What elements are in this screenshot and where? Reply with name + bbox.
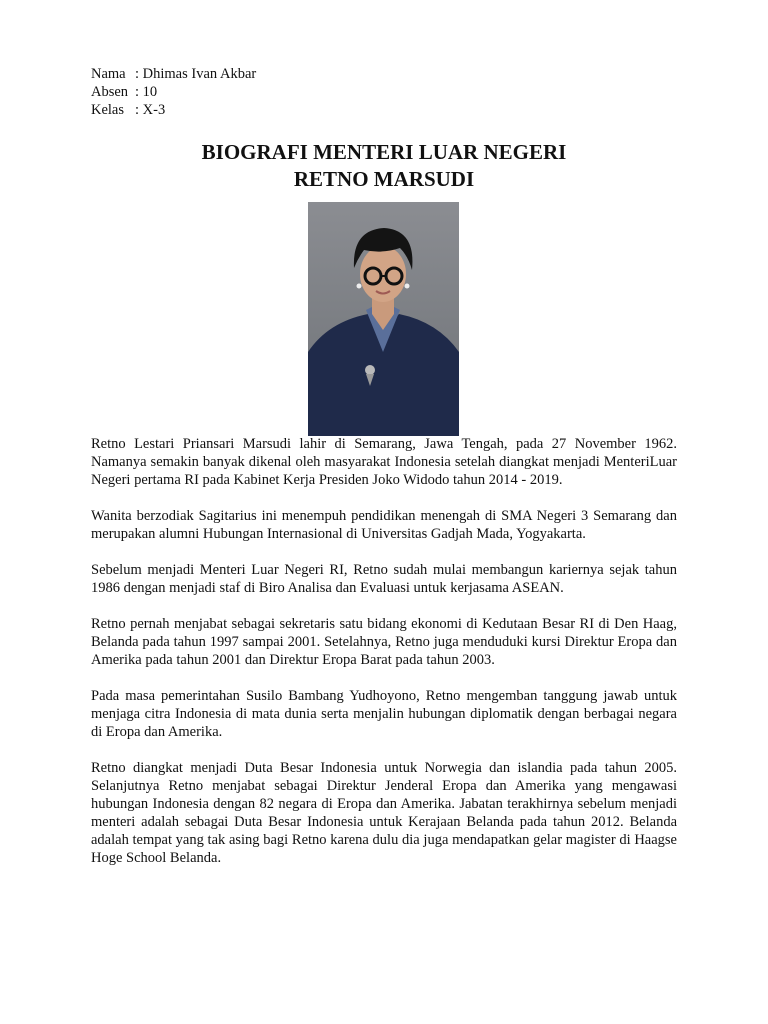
kelas-label: Kelas (91, 102, 125, 118)
portrait-photo (308, 202, 459, 436)
name-label: Nama (91, 66, 126, 82)
portrait-illustration (308, 202, 459, 436)
absen-row (91, 83, 256, 101)
paragraph-4: Retno pernah menjabat sebagai sekretaris satu bidang ekonomi di Kedutaan Besar RI di Den Haag, Belanda pada tahun 1997 sampai 2001. Setelahnya, Retno juga menduduki kursi Direktur Eropa dan Amerika pada tahun 2001 dan Direktur Eropa Barat pada tahun 2003. (91, 616, 677, 668)
paragraph-3: Sebelum menjadi Menteri Luar Negeri RI, Retno sudah mulai membangun kariernya sejak tahun 1986 dengan menjadi staf di Biro Analisa dan Evaluasi untuk kerjasama ASEAN. (91, 562, 677, 596)
biography-text (91, 435, 677, 885)
name-value: : Dhimas Ivan Akbar (135, 66, 257, 82)
absen-label: Absen (91, 84, 129, 100)
absen-value: : 10 (135, 84, 158, 100)
student-info (91, 65, 256, 119)
name-row (91, 65, 256, 83)
title-line-1: BIOGRAFI MENTERI LUAR NEGERI (201, 140, 567, 164)
kelas-value: : X-3 (135, 102, 166, 118)
paragraph-6: Retno diangkat menjadi Duta Besar Indonesia untuk Norwegia dan islandia pada tahun 2005. Selanjutnya Retno menjabat sebagai Direktur Jenderal Eropa dan Amerika yang mengawasi hubungan Indonesia dengan 82 negara di Eropa dan Amerika. Jabatan terakhirnya sebelum menjadi menteri adalah sebagai Duta Besar Indonesia untuk Kerajaan Belanda pada tahun 2012. Belanda adalah tempat yang tak asing bagi Retno karena dulu dia juga mendapatkan gelar magister di Haagse Hoge School Belanda. (91, 760, 677, 866)
kelas-row (91, 101, 256, 119)
title-line-2: RETNO MARSUDI (293, 167, 475, 191)
paragraph-5: Pada masa pemerintahan Susilo Bambang Yudhoyono, Retno mengemban tanggung jawab untuk menjaga citra Indonesia di mata dunia serta menjalin hubungan diplomatik dengan berbagai negara di Eropa dan Amerika. (91, 688, 677, 740)
document-title (0, 139, 768, 193)
paragraph-1: Retno Lestari Priansari Marsudi lahir di Semarang, Jawa Tengah, pada 27 November 1962. Namanya semakin banyak dikenal oleh masyarakat Indonesia setelah diangkat menjadi MenteriLuar Negeri pertama RI pada Kabinet Kerja Presiden Joko Widodo tahun 2014 - 2019. (91, 436, 677, 488)
paragraph-2: Wanita berzodiak Sagitarius ini menempuh pendidikan menengah di SMA Negeri 3 Semarang dan merupakan alumni Hubungan Internasional di Universitas Gadjah Mada, Yogyakarta. (91, 508, 677, 542)
